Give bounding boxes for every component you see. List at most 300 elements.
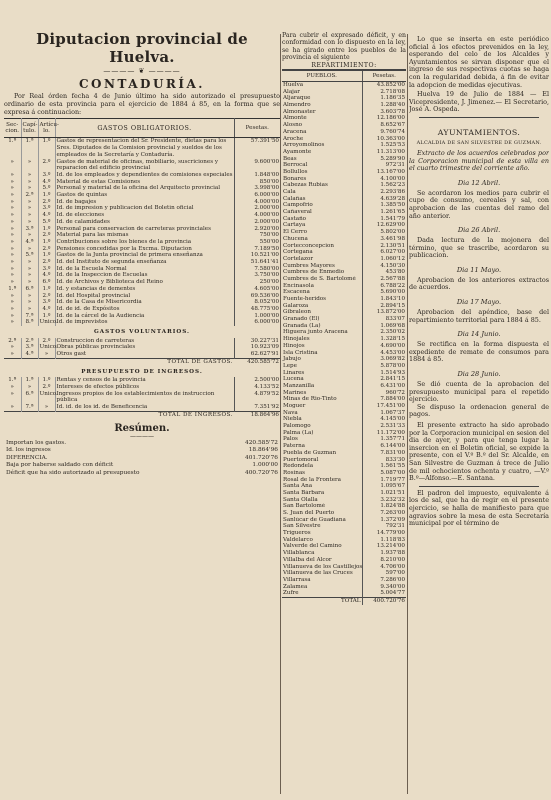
row-articulo: 4.º [38,212,55,219]
town-name: San Bartolomé [283,503,326,510]
town-row [282,423,406,430]
town-name: Almonaster [283,108,316,115]
town-name: Almonte [283,115,307,122]
section-title: AYUNTAMIENTOS. [437,127,521,137]
town-row [282,136,406,143]
row-articulo: 4.º [38,306,55,313]
town-amount: 6.788'22 [362,283,406,290]
town-row [282,249,406,256]
row-articulo: Unico. [39,344,58,351]
header-articulo: Artícu-lo. [38,119,55,138]
total-label: TOTAL [282,597,362,604]
row-articulo: Unico. [39,319,58,326]
town-name: Marines [283,389,307,396]
ornament-divider: ———— [130,432,154,440]
town-name: Cartaya [283,222,306,229]
town-amount: 1.562'23 [362,182,406,189]
town-name: Campofrio [283,202,313,209]
town-name: Chucena [283,235,308,242]
town-name: Puertomoral [283,456,319,463]
notice-paragraph: Se rectifica en la forma dispuesta el expediente de remate de consumos para 1884 á 85. [409,340,549,364]
town-row [282,283,406,290]
town-name: Minas de Rio-Tinto [283,396,337,403]
row-articulo: 1.º [38,313,55,320]
town-row [282,309,406,316]
town-amount: 2.130'51 [362,243,406,250]
notices-column [409,0,549,800]
row-capitulo: » [21,384,38,391]
row-amount: 4.879'52 [254,390,279,397]
town-name: S. Juan del Puerto [283,510,335,517]
row-articulo: 3.º [38,172,55,179]
resumen-amount: 400.720'76 [245,469,278,476]
row-seccion: » [4,212,21,219]
budget-intro: Por Real órden fecha 4 de Junio último ha sido autorizado el presupuesto ordinario de esta provincia para el ejercicio de 1884 á 85, en la forma que se expresa á continuacion: [4,92,280,116]
town-row [282,82,406,89]
town-name: Granada (La) [283,322,321,329]
town-amount: 1.069'68 [362,323,406,330]
section-header-row [4,366,280,378]
row-description: Id. de elecciones [55,212,234,219]
row-articulo: 2.º [38,384,55,391]
town-row [282,584,406,591]
row-description: Material para las mismas [55,232,234,239]
row-seccion: » [4,313,21,320]
town-name: El Cerro [283,229,307,236]
town-row [282,497,406,504]
town-amount: 13.167'00 [362,169,406,176]
resumen-label: DIFERENCIA. [6,454,48,461]
row-articulo: 1.º [38,377,55,384]
town-row [282,276,406,283]
town-name: Cortelazor [283,255,313,262]
town-name: Palma (La) [283,429,314,436]
row-seccion: » [4,259,21,266]
town-name: Villanueva de los Castillejos [283,563,362,570]
resumen-label: Importan los gastos. [6,439,67,446]
row-amount: 51.641'41 [250,259,279,266]
row-seccion: » [4,319,21,326]
subsection-title: ALCALDIA DE SAN SILVESTRE DE GUZMAN. [416,139,542,146]
row-description: Id. id. de los id. de Beneficencia [55,404,234,411]
budget-column [4,0,280,800]
row-capitulo: » [21,293,38,300]
town-row [282,543,406,550]
town-amount: 7.831'00 [362,450,406,457]
row-amount: 10.521'00 [250,252,279,259]
row-amount: 2.000'00 [254,218,279,225]
row-articulo: 2.º [38,159,55,172]
town-row [282,303,406,310]
row-capitulo: » [21,212,38,219]
row-description: Construccion de carreteras [55,338,234,345]
town-row [282,89,406,96]
row-amount: 30.227'31 [250,337,279,344]
town-name: Villalba del Alcor [283,556,332,563]
town-name: Manzanilla [283,382,315,389]
town-row [282,517,406,524]
town-amount: 1.937'88 [362,550,406,557]
town-name: Beas [283,155,297,162]
town-amount: 3.069'82 [362,356,406,363]
town-row [282,436,406,443]
resumen-title: Resúmen. [114,422,170,434]
town-name: Isla Cristina [283,349,318,356]
row-seccion: » [4,391,21,404]
row-seccion: » [4,246,21,253]
budget-row [4,404,280,411]
notice-paragraph: El padron del impuesto, equivalente á los de sal, que ha de regir en el presente ejercicio, se halla de manifiesto para que agravios sobre la mesa de esta Secretaría municipal por el término de [409,488,549,528]
town-amount: 453'80 [362,269,406,276]
town-amount: 12.629'00 [362,222,406,229]
town-row [282,343,406,350]
column-rule [280,34,281,794]
town-amount: 4.639'28 [362,196,406,203]
town-amount: 43.852'00 [362,82,406,89]
town-row [282,269,406,276]
town-row [282,483,406,490]
row-articulo: 3.º [38,266,55,273]
town-name: Alosno [283,122,303,129]
town-amount: 3.461'98 [362,236,406,243]
town-amount: 1.067'37 [362,410,406,417]
row-articulo: » [38,404,55,411]
row-amount: 10.923'09 [250,344,279,351]
row-description: Otros gast [55,351,234,358]
town-row [282,162,406,169]
row-description: Gastos de representacion del Sr. Presidente, dietas para los Sres. Diputados de la Comision provincial y sueldos de los empleados de la Secretaría y Contaduría. [55,138,234,159]
budget-row [4,391,280,404]
budget-row [4,313,280,320]
town-row [282,122,406,129]
row-capitulo: 7.ª [21,404,38,411]
town-row [282,570,406,577]
town-row [282,390,406,397]
total-row [282,597,406,604]
repartimiento-intro-text: Para cubrir el expresado déficit, y en conformidad con lo dispuesto en la ley, se ha girado entre los pueblos de la provincia el siguiente [282,32,406,62]
row-seccion: » [4,199,21,206]
town-amount: 2.567'88 [362,276,406,283]
row-articulo: 1.º [38,138,55,159]
row-seccion: » [4,351,21,358]
town-name: Cortegana [283,249,313,256]
notice-paragraph: Aprobacion de los anteriores extractos de acuerdos. [409,275,549,292]
resumen-row [4,440,280,448]
town-row [282,142,406,149]
town-amount: 2.841'15 [362,376,406,383]
town-name: Redondela [283,463,314,470]
divider [419,117,539,118]
budget-row [4,279,280,286]
town-row [282,550,406,557]
row-amount: 850'00 [259,178,279,185]
row-seccion: 1.ª [4,377,21,384]
row-description: Id. del Instituto de segunda enseñanza [55,259,234,266]
town-row [282,189,406,196]
row-seccion: » [4,219,21,226]
town-amount: 1.357'71 [362,436,406,443]
row-articulo: 2.º [38,199,55,206]
total-amount: 18.864'96 [234,411,280,418]
budget-row [4,344,280,351]
town-name: Calañas [283,195,306,202]
town-name: Linares [283,369,305,376]
town-amount: 1.514'93 [362,370,406,377]
town-name: Cumbres de Enmedio [283,269,345,276]
total-amount: 420.585'72 [234,358,280,365]
row-amount: 6.000'00 [254,192,279,199]
town-row [282,403,406,410]
row-description: Id. de Archivos y Biblioteca del Reino [55,279,234,286]
repartimiento-heading: REPARTIMIENTO: [282,62,406,70]
town-row [282,363,406,370]
row-seccion: » [4,179,21,186]
row-capitulo: » [21,179,38,186]
town-row [282,470,406,477]
row-amount: 4.605'00 [254,285,279,292]
town-row [282,216,406,223]
page-title: Diputacion provincial de Huelva. [36,30,248,66]
town-row [282,202,406,209]
budget-row [4,138,280,159]
row-articulo: 2.º [38,259,55,266]
row-capitulo: 3.ª [21,344,38,351]
row-seccion: » [4,252,21,259]
budget-row [4,219,280,226]
budget-table-header [4,119,280,138]
town-name: San Silvestre [283,523,321,530]
row-description: Id. de la cárcel de la Audiencia [55,313,234,320]
town-amount: 2.293'86 [362,189,406,196]
budget-table [4,118,280,418]
town-amount: 1.372'09 [362,517,406,524]
town-row [282,296,406,303]
budget-row [4,172,280,179]
row-capitulo: » [21,266,38,273]
town-name: Higuera junto Aracena [283,329,348,336]
row-capitulo: 4.ª [21,239,38,246]
town-row [282,590,406,597]
row-amount: 7.580'00 [254,265,279,272]
row-capitulo: » [21,272,38,279]
town-amount: 1.385'50 [362,202,406,209]
row-amount: 4.133'52 [254,384,279,390]
resumen-label: Id. los ingresos [6,447,51,454]
town-row [282,95,406,102]
town-row [282,430,406,437]
town-name: Hinojos [283,342,305,349]
row-seccion: » [4,239,21,246]
row-seccion: » [4,344,21,351]
town-amount: 1.060'12 [362,256,406,263]
town-name: Bollullos [283,168,308,175]
row-capitulo: 6.ª [21,286,38,293]
row-amount: 1.848'00 [254,171,279,178]
row-description: Material de estas Comisiones [55,179,234,186]
town-amount: 13.872'00 [362,309,406,316]
row-capitulo: » [21,306,38,313]
town-row [282,356,406,363]
town-amount: 597'00 [362,570,406,577]
town-name: Lucena [283,376,304,383]
town-name: Palomogo [283,423,311,430]
town-amount: 4.453'00 [362,350,406,357]
row-articulo: 1.º [38,192,55,199]
ornament-divider: ———— ❦ ———— [103,67,181,75]
town-name: Galaroza [283,302,309,309]
row-description: Id. de imprevistos [55,319,234,326]
budget-row [4,159,280,172]
row-amount: 69.536'00 [250,292,279,299]
row-seccion: » [4,404,21,411]
resumen-row [4,447,280,455]
row-seccion: » [4,232,21,239]
row-seccion: » [4,226,21,233]
town-row [282,523,406,530]
town-amount: 833'07 [362,316,406,323]
town-name: Cañaveral [283,209,312,216]
row-capitulo: » [21,199,38,206]
row-description: Obras públicas provinciales [55,344,234,351]
town-row [282,243,406,250]
town-amount: 1.541'79 [362,216,406,223]
total-label: TOTAL DE INGRESOS. [4,411,234,418]
row-seccion: » [4,279,21,286]
town-name: Zalamea [283,583,308,590]
town-amount: 5.802'00 [362,229,406,236]
row-seccion: » [4,384,21,391]
town-row [282,463,406,470]
town-name: Cabezas Rubias [283,182,328,189]
town-name: Cortecconcepcion [283,242,335,249]
section-header-row [4,326,280,338]
row-articulo: 1.º [38,226,55,233]
town-name: Santa Bárbara [283,489,325,496]
section-header: PRESUPUESTO DE INGRESOS. [81,368,203,375]
row-articulo: 6.º [38,279,55,286]
resumen-amount: 18.864'96 [248,447,278,454]
header-pesetas: Pesetas. [234,119,280,138]
town-amount: 1.288'40 [362,102,406,109]
town-name: Cumbres de S. Bartolomé [283,275,356,282]
town-row [282,477,406,484]
section-title: CONTADURÍA. [78,77,205,91]
header-pueblos: PUEBLOS. [282,71,362,82]
row-seccion: » [4,205,21,212]
town-name: Sanlúcar de Guadiana [283,516,346,523]
row-seccion: 1.ª [4,286,21,293]
town-name: Zufre [283,590,299,597]
town-name: Paterna [283,443,306,450]
town-amount: 1.186'35 [362,95,406,102]
town-amount: 1.561'55 [362,463,406,470]
town-amount: 4.150'30 [362,263,406,270]
row-articulo: 1.º [38,239,55,246]
town-amount: 2.718'08 [362,89,406,96]
budget-row [4,185,280,192]
town-amount: 6.431'00 [362,383,406,390]
signature-line: Huelva 19 de Julio de 1884 — El Vicepresidente, J. Jimenez.— El Secretario, José A. Ospeda. [409,90,549,114]
row-articulo: 1.º [38,286,55,293]
row-description: Id. de calamidades [55,219,234,226]
row-amount: 250'00 [259,279,279,286]
notice-paragraph: Se dió cuenta de la aprobacion del presupuesto municipal para el repetido ejercicio. [409,380,549,404]
row-articulo: 4.º [38,179,55,186]
row-articulo: 3.º [38,299,55,306]
notice-paragraph: Dada lectura de la mojonera del término, que se trascribe, acordaron su publicacion. [409,236,549,260]
town-amount: 13.214'00 [362,543,406,550]
row-amount: 8.052'00 [254,299,279,306]
town-amount: 11.172'00 [362,430,406,437]
row-amount: 7.351'92 [254,404,279,411]
town-amount: 4.100'00 [362,176,406,183]
town-amount: 12.186'00 [362,115,406,122]
town-name: Aroche [283,135,304,142]
town-name: Castaño [283,215,307,222]
row-amount: 57.391'50 [250,138,279,145]
row-capitulo: 1.ª [21,138,38,159]
town-row [282,263,406,270]
budget-row [4,338,280,345]
total-amount: 400.720'76 [362,597,406,604]
town-name: Cala [283,189,296,196]
town-row [282,182,406,189]
town-name: Arroyomolinos [283,142,325,149]
town-row [282,209,406,216]
row-capitulo: 2.ª [21,338,38,345]
row-description: Pensiones concedidas por la Excma. Diputacion [55,246,234,253]
town-row [282,316,406,323]
row-amount: 750'00 [259,232,279,239]
town-amount: 8.652'67 [362,122,406,129]
town-amount: 833'30 [362,457,406,464]
row-description: Id. de los empleados y dependientes de comisiones especiales [56,171,233,178]
date-heading: Dia 11 Mayo. [456,265,502,274]
budget-row [4,384,280,391]
budget-row [4,232,280,239]
town-amount: 5.690'00 [362,289,406,296]
row-seccion: » [4,172,21,179]
row-description: Gastos de quintas [55,192,234,199]
towns-table-header [282,71,406,82]
total-row [4,358,280,365]
town-row [282,350,406,357]
town-amount: 7.263'00 [362,510,406,517]
row-description: Id. y estancias de dementes [55,286,234,293]
row-seccion: 2.ª [4,338,21,345]
row-capitulo: 3.ª [21,226,38,233]
town-amount: 2.894'15 [362,303,406,310]
town-row [282,530,406,537]
town-amount: 5.289'90 [362,156,406,163]
notice-paragraph: Lo que se inserta en este periódico oficial á los efectos prevenidos en la ley, esperando del celo de los Alcaldes y Ayuntamientos se sirvan disponer que el ingreso de sus respectivas cuotas se haga con la regularidad debida, á fin de evitar la adopcion de medidas ejecutivas. [409,35,549,89]
town-row [282,115,406,122]
town-name: Villarrasa [283,576,311,583]
budget-row [4,239,280,246]
town-amount: 3.603'78 [362,109,406,116]
town-amount: 960'72 [362,390,406,397]
row-seccion: » [4,185,21,192]
row-seccion: 1.ª [4,138,21,159]
town-row [282,229,406,236]
row-articulo: 3.º [38,205,55,212]
town-row [282,102,406,109]
extracto-heading: Extracto de los acuerdos celebrados por la Corporacion municipal de esta villa en el cuarto trimestre del corriente año. [409,148,549,173]
town-name: Nava [283,409,298,416]
resumen-row [4,462,280,470]
town-row [282,396,406,403]
row-seccion: » [4,299,21,306]
